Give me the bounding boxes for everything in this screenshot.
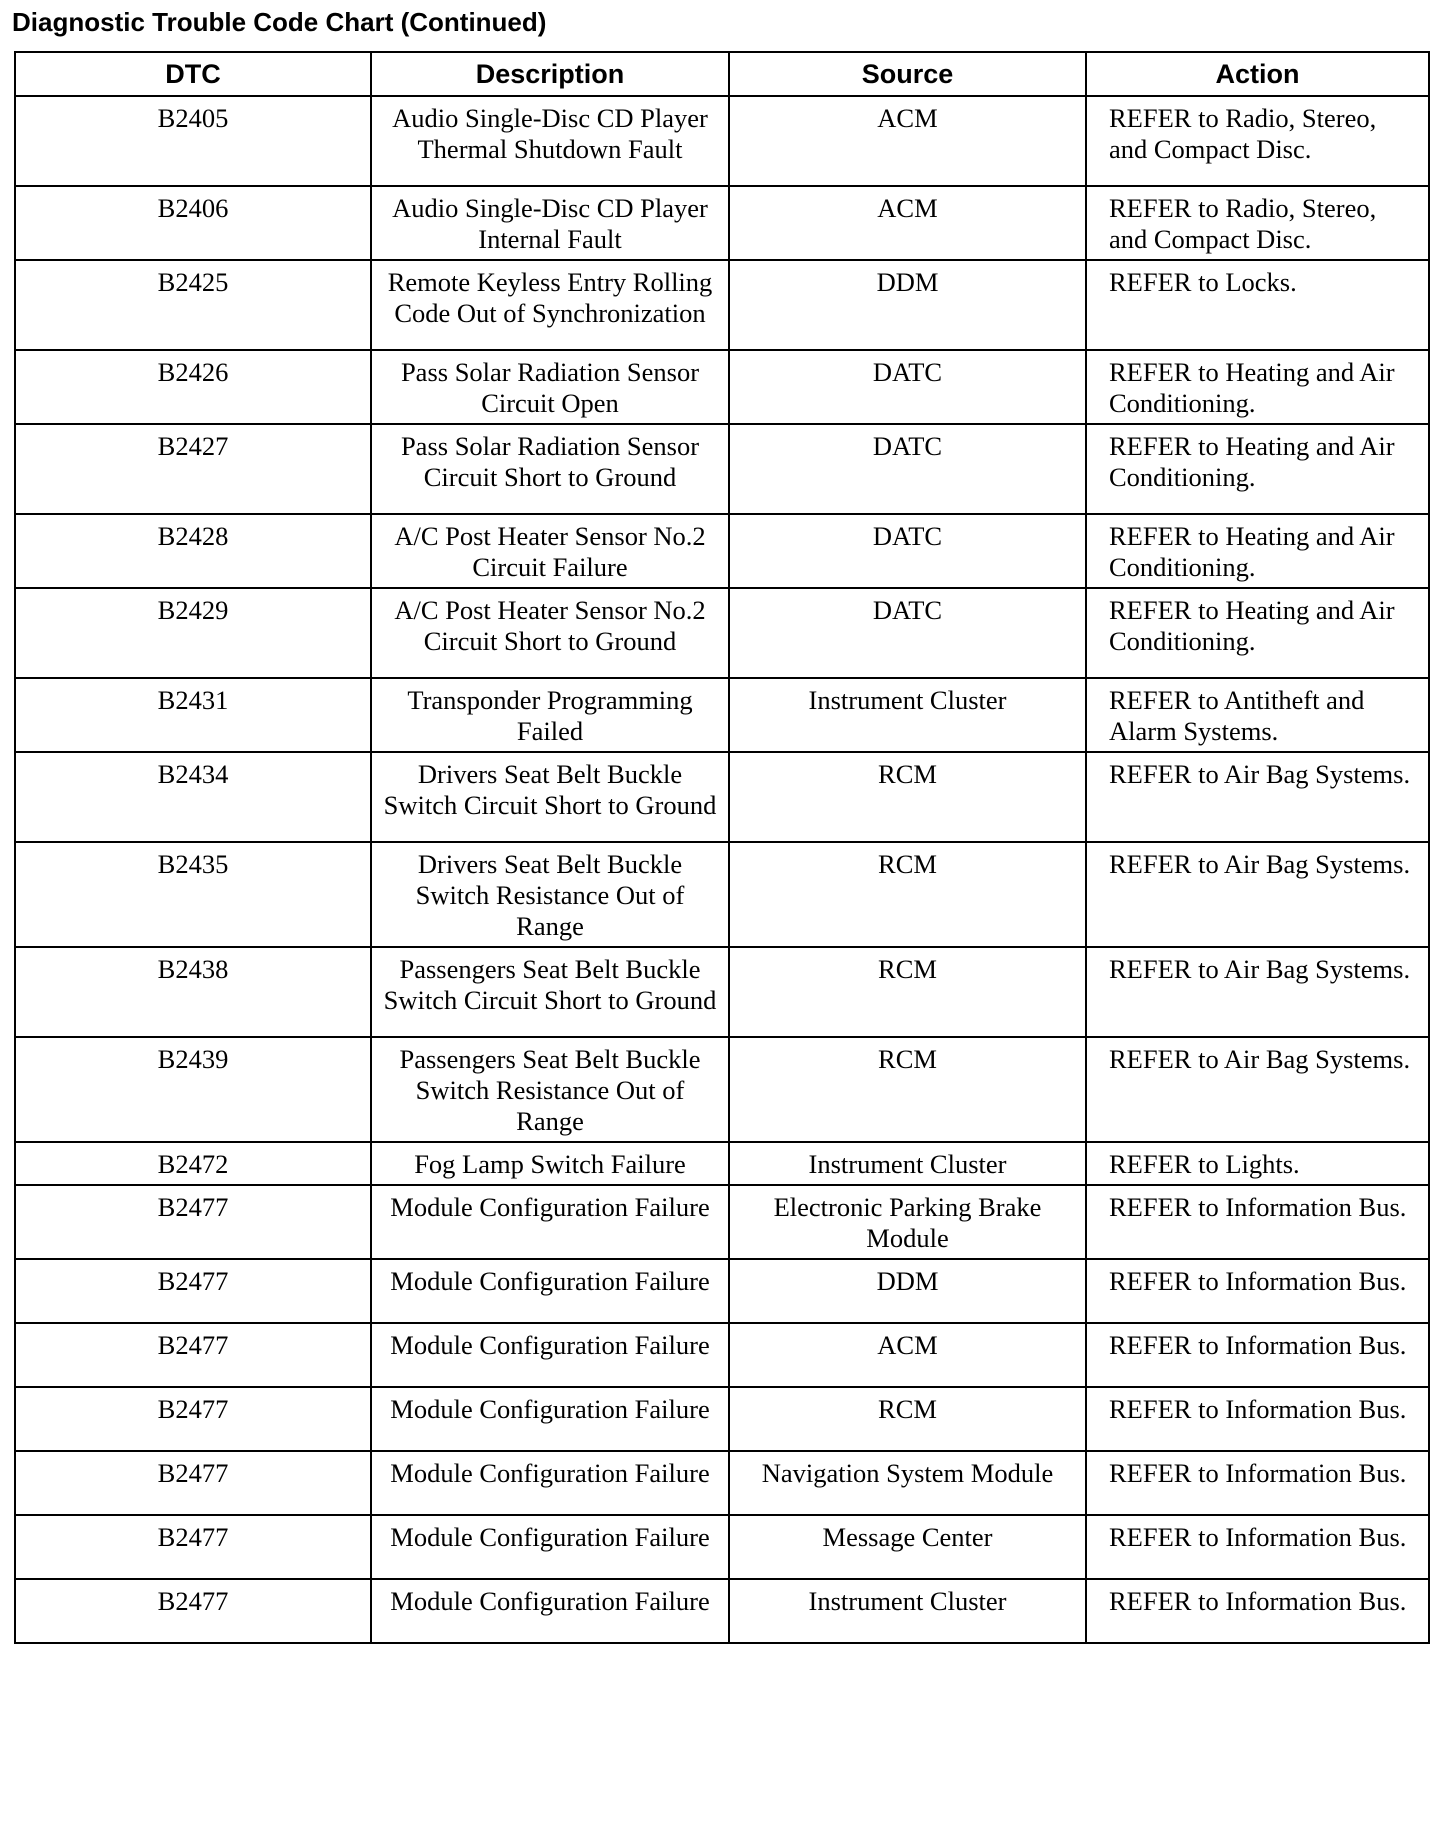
cell-description: Drivers Seat Belt Buckle Switch Circuit Short to Ground — [371, 752, 729, 842]
cell-description: Fog Lamp Switch Failure — [371, 1142, 729, 1185]
cell-source: RCM — [729, 752, 1086, 842]
cell-dtc: B2438 — [15, 947, 371, 1037]
table-row — [15, 1185, 1429, 1259]
cell-source: DATC — [729, 514, 1086, 588]
table-body — [15, 96, 1429, 1643]
cell-description: Pass Solar Radiation Sensor Circuit Short to Ground — [371, 424, 729, 514]
cell-description: Drivers Seat Belt Buckle Switch Resistance Out of Range — [371, 842, 729, 947]
cell-source: Instrument Cluster — [729, 1142, 1086, 1185]
cell-dtc: B2435 — [15, 842, 371, 947]
cell-description: Module Configuration Failure — [371, 1323, 729, 1387]
cell-action: REFER to Antitheft and Alarm Systems. — [1086, 678, 1429, 752]
cell-source: Instrument Cluster — [729, 678, 1086, 752]
table-row — [15, 947, 1429, 1037]
cell-description: Module Configuration Failure — [371, 1259, 729, 1323]
cell-description: Audio Single-Disc CD Player Thermal Shutdown Fault — [371, 96, 729, 186]
cell-source: DDM — [729, 1259, 1086, 1323]
table-row — [15, 350, 1429, 424]
table-row — [15, 1037, 1429, 1142]
cell-dtc: B2477 — [15, 1387, 371, 1451]
cell-action: REFER to Information Bus. — [1086, 1451, 1429, 1515]
cell-source: RCM — [729, 1387, 1086, 1451]
cell-action: REFER to Air Bag Systems. — [1086, 842, 1429, 947]
cell-action: REFER to Air Bag Systems. — [1086, 1037, 1429, 1142]
cell-action: REFER to Heating and Air Conditioning. — [1086, 350, 1429, 424]
cell-dtc: B2428 — [15, 514, 371, 588]
cell-source: RCM — [729, 947, 1086, 1037]
cell-action: REFER to Information Bus. — [1086, 1387, 1429, 1451]
cell-action: REFER to Air Bag Systems. — [1086, 752, 1429, 842]
table-row — [15, 96, 1429, 186]
table-row — [15, 1515, 1429, 1579]
table-row — [15, 1142, 1429, 1185]
table-row — [15, 588, 1429, 678]
table-row — [15, 678, 1429, 752]
cell-source: RCM — [729, 1037, 1086, 1142]
cell-dtc: B2406 — [15, 186, 371, 260]
cell-source: Instrument Cluster — [729, 1579, 1086, 1643]
cell-description: Remote Keyless Entry Rolling Code Out of Synchronization — [371, 260, 729, 350]
cell-dtc: B2477 — [15, 1451, 371, 1515]
cell-action: REFER to Heating and Air Conditioning. — [1086, 424, 1429, 514]
cell-dtc: B2477 — [15, 1185, 371, 1259]
table-row — [15, 1259, 1429, 1323]
cell-dtc: B2426 — [15, 350, 371, 424]
cell-description: A/C Post Heater Sensor No.2 Circuit Failure — [371, 514, 729, 588]
cell-action: REFER to Information Bus. — [1086, 1323, 1429, 1387]
cell-action: REFER to Air Bag Systems. — [1086, 947, 1429, 1037]
cell-action: REFER to Information Bus. — [1086, 1579, 1429, 1643]
cell-description: Module Configuration Failure — [371, 1515, 729, 1579]
cell-description: Transponder Programming Failed — [371, 678, 729, 752]
cell-dtc: B2477 — [15, 1579, 371, 1643]
cell-source: RCM — [729, 842, 1086, 947]
table-row — [15, 1323, 1429, 1387]
page-title: Diagnostic Trouble Code Chart (Continued) — [12, 7, 547, 37]
cell-source: Electronic Parking Brake Module — [729, 1185, 1086, 1259]
table-row — [15, 186, 1429, 260]
header-source: Source — [729, 52, 1086, 96]
cell-description: Module Configuration Failure — [371, 1387, 729, 1451]
cell-action: REFER to Heating and Air Conditioning. — [1086, 514, 1429, 588]
cell-source: Navigation System Module — [729, 1451, 1086, 1515]
cell-dtc: B2477 — [15, 1515, 371, 1579]
cell-dtc: B2434 — [15, 752, 371, 842]
dtc-table — [14, 51, 1430, 1644]
cell-action: REFER to Information Bus. — [1086, 1515, 1429, 1579]
header-dtc: DTC — [15, 52, 371, 96]
cell-description: Module Configuration Failure — [371, 1579, 729, 1643]
cell-source: DATC — [729, 424, 1086, 514]
cell-action: REFER to Locks. — [1086, 260, 1429, 350]
cell-dtc: B2477 — [15, 1259, 371, 1323]
table-row — [15, 514, 1429, 588]
cell-dtc: B2425 — [15, 260, 371, 350]
cell-description: Module Configuration Failure — [371, 1185, 729, 1259]
header-description: Description — [371, 52, 729, 96]
cell-description: A/C Post Heater Sensor No.2 Circuit Short to Ground — [371, 588, 729, 678]
cell-action: REFER to Radio, Stereo, and Compact Disc. — [1086, 96, 1429, 186]
cell-description: Module Configuration Failure — [371, 1451, 729, 1515]
cell-action: REFER to Heating and Air Conditioning. — [1086, 588, 1429, 678]
cell-source: DATC — [729, 350, 1086, 424]
cell-source: DDM — [729, 260, 1086, 350]
cell-action: REFER to Information Bus. — [1086, 1185, 1429, 1259]
table-row — [15, 1451, 1429, 1515]
cell-description: Passengers Seat Belt Buckle Switch Circuit Short to Ground — [371, 947, 729, 1037]
table-header-row — [15, 52, 1429, 96]
cell-dtc: B2429 — [15, 588, 371, 678]
cell-source: DATC — [729, 588, 1086, 678]
cell-source: ACM — [729, 186, 1086, 260]
cell-description: Passengers Seat Belt Buckle Switch Resistance Out of Range — [371, 1037, 729, 1142]
cell-source: ACM — [729, 96, 1086, 186]
cell-description: Pass Solar Radiation Sensor Circuit Open — [371, 350, 729, 424]
cell-source: ACM — [729, 1323, 1086, 1387]
table-row — [15, 1387, 1429, 1451]
cell-dtc: B2477 — [15, 1323, 371, 1387]
cell-dtc: B2472 — [15, 1142, 371, 1185]
cell-dtc: B2427 — [15, 424, 371, 514]
cell-action: REFER to Lights. — [1086, 1142, 1429, 1185]
table-row — [15, 260, 1429, 350]
table-row — [15, 424, 1429, 514]
cell-action: REFER to Information Bus. — [1086, 1259, 1429, 1323]
cell-dtc: B2439 — [15, 1037, 371, 1142]
header-action: Action — [1086, 52, 1429, 96]
table-row — [15, 1579, 1429, 1643]
cell-description: Audio Single-Disc CD Player Internal Fault — [371, 186, 729, 260]
table-row — [15, 842, 1429, 947]
cell-dtc: B2431 — [15, 678, 371, 752]
cell-source: Message Center — [729, 1515, 1086, 1579]
cell-action: REFER to Radio, Stereo, and Compact Disc. — [1086, 186, 1429, 260]
table-row — [15, 752, 1429, 842]
cell-dtc: B2405 — [15, 96, 371, 186]
